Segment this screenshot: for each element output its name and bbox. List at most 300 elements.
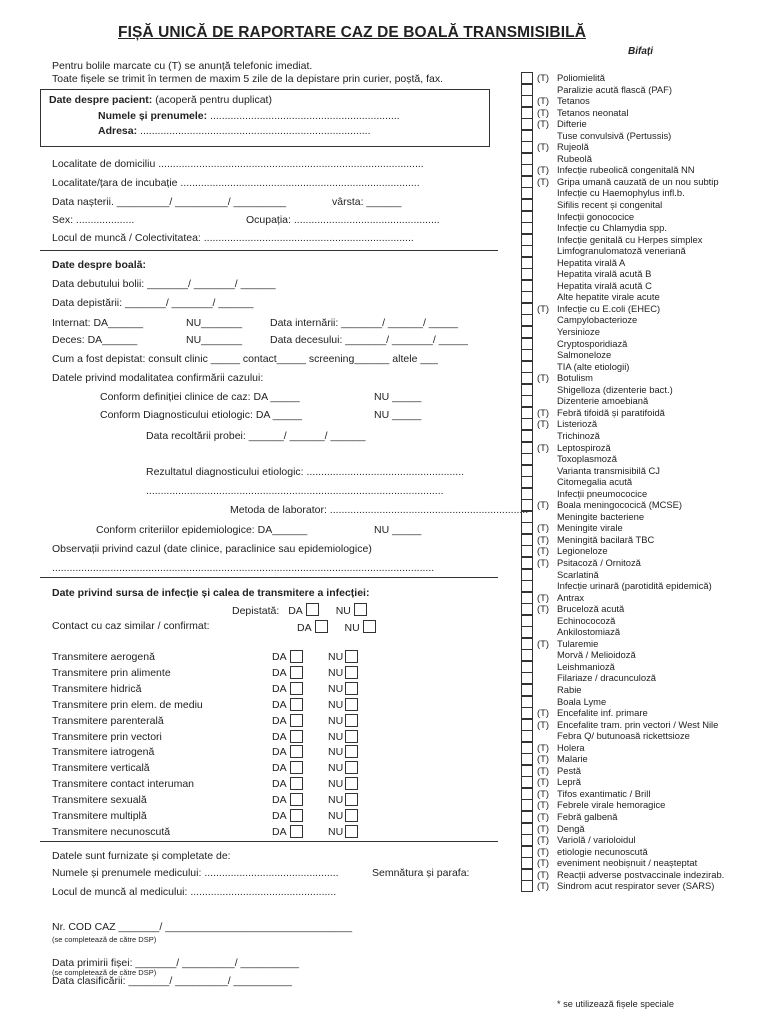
intro-line-2: Toate fișele se trimit în termen de maxim 5 zile de la depistare prin curier, poștă, fax. <box>52 73 444 85</box>
transmission-nu-checkbox[interactable] <box>345 698 358 711</box>
disease-checkbox[interactable] <box>521 592 533 604</box>
disease-list-item <box>521 534 761 546</box>
disease-name: Limfogranulomatoză veneriană <box>557 245 686 257</box>
phone-notify-mark: (T) <box>537 556 549 568</box>
disease-checkbox[interactable] <box>521 407 533 419</box>
phone-notify-mark: (T) <box>537 406 549 418</box>
phone-notify-mark: (T) <box>537 880 549 892</box>
phone-notify-mark: (T) <box>537 545 549 557</box>
disease-list-item <box>521 499 761 511</box>
data-decesului-field[interactable]: Data decesului: _______/ _______/ _____ <box>270 334 468 346</box>
disease-list-item <box>521 742 761 754</box>
transmission-da-checkbox[interactable] <box>290 730 303 743</box>
disease-name: Antrax <box>557 591 585 603</box>
disease-checkbox[interactable] <box>521 534 533 546</box>
disease-checkbox[interactable] <box>521 372 533 384</box>
disease-name: Infecție cu E.coli (EHEC) <box>557 302 661 314</box>
disease-checkbox[interactable] <box>521 465 533 477</box>
phone-notify-mark: (T) <box>537 591 549 603</box>
criterii-nu-field[interactable]: NU _____ <box>374 524 422 536</box>
depistata-row <box>232 603 367 617</box>
transmission-label: Transmitere sexuală <box>52 794 147 807</box>
disease-name: Hepatita virală acută B <box>557 268 652 280</box>
transmission-da-label: DA <box>272 778 287 791</box>
contact-nu-checkbox[interactable] <box>363 620 376 633</box>
patient-header <box>49 94 272 106</box>
disease-list-item <box>521 187 761 199</box>
data-debut-field[interactable]: Data debutului bolii: _______/ _______/ ______ <box>52 278 276 290</box>
disease-checkbox[interactable] <box>521 869 533 881</box>
disease-name: Botulism <box>557 372 593 384</box>
disease-name: Varianta transmisibilă CJ <box>557 464 660 476</box>
data-internarii-field[interactable]: Data internării: _______/ ______/ _____ <box>270 317 458 329</box>
phone-notify-mark: (T) <box>537 302 549 314</box>
disease-checkbox[interactable] <box>521 488 533 500</box>
recoltare-field[interactable]: Data recoltării probei: ______/ ______/ ______ <box>146 430 366 442</box>
transmission-nu-label: NU <box>328 698 344 711</box>
bifati-label: Bifați <box>628 46 653 57</box>
disease-checkbox[interactable] <box>521 118 533 130</box>
disease-list-item <box>521 776 761 788</box>
disease-list-item <box>521 615 761 627</box>
disease-checkbox[interactable] <box>521 303 533 315</box>
transmission-nu-label: NU <box>328 730 344 743</box>
transmission-label: Transmitere multiplă <box>52 810 147 822</box>
data-depistare-field[interactable]: Data depistării: _______/ _______/ ______ <box>52 297 254 309</box>
disease-list-item <box>521 476 761 488</box>
transmission-da-label: DA <box>272 698 287 711</box>
disease-name: Cryptosporidiază <box>557 337 628 349</box>
disease-name: Tularemie <box>557 637 599 649</box>
disease-checkbox[interactable] <box>521 349 533 361</box>
transmission-row <box>52 810 372 824</box>
disease-name: Rubeolă <box>557 152 592 164</box>
disease-name: Infecție rubeolică congenitală NN <box>557 164 695 176</box>
observatii-dots[interactable]: ................................................................................................................................... <box>52 562 435 574</box>
disease-checkbox[interactable] <box>521 257 533 269</box>
disease-name: Meningite bacteriene <box>557 510 645 522</box>
disease-list-item <box>521 257 761 269</box>
internat-da-field[interactable]: Internat: DA______ <box>52 317 144 329</box>
disease-list-item <box>521 696 761 708</box>
disease-checkbox[interactable] <box>521 314 533 326</box>
disease-checkbox[interactable] <box>521 545 533 557</box>
diagnostic-nu-field[interactable]: NU _____ <box>374 409 422 421</box>
disease-checkbox[interactable] <box>521 615 533 627</box>
contact-da-checkbox[interactable] <box>315 620 328 633</box>
transmission-row <box>52 746 372 760</box>
disease-list-item <box>521 141 761 153</box>
disease-checkbox[interactable] <box>521 384 533 396</box>
disease-name: Tifos exantimatic / Brill <box>557 787 651 799</box>
disease-name: Encefalite inf. primare <box>557 707 648 719</box>
disease-checkbox[interactable] <box>521 130 533 142</box>
transmission-da-checkbox[interactable] <box>290 825 303 838</box>
disease-name: Salmoneloze <box>557 349 612 361</box>
disease-name: Infecții gonococice <box>557 210 635 222</box>
disease-name: Dengă <box>557 822 585 834</box>
phone-notify-mark: (T) <box>537 811 549 822</box>
disease-checkbox[interactable] <box>521 187 533 199</box>
dsp-note-2: (se completează de către DSP) <box>52 968 157 977</box>
transmission-nu-checkbox[interactable] <box>345 682 358 695</box>
disease-checkbox[interactable] <box>521 268 533 280</box>
transmission-da-checkbox[interactable] <box>290 761 303 774</box>
disease-name: Infecție urinară (parotidită epidemică) <box>557 580 712 592</box>
disease-list-item <box>521 522 761 534</box>
phone-notify-mark: (T) <box>537 857 549 869</box>
transmission-nu-checkbox[interactable] <box>345 666 358 679</box>
disease-name: Holera <box>557 741 585 753</box>
phone-notify-mark: (T) <box>537 522 549 534</box>
disease-checkbox[interactable] <box>521 638 533 650</box>
transmission-nu-checkbox[interactable] <box>345 809 358 822</box>
disease-list-item <box>521 245 761 257</box>
disease-checkbox[interactable] <box>521 742 533 754</box>
depistata-da-label: DA <box>288 605 303 617</box>
disease-list-item <box>521 291 761 303</box>
disease-checkbox[interactable] <box>521 141 533 153</box>
disease-name: Morvă / Melioidoză <box>557 649 636 661</box>
furnizate-label: Datele sunt furnizate și completate de: <box>52 850 231 862</box>
loc-munca-medic-field[interactable]: Locul de muncă al medicului: .................................................. <box>52 886 337 898</box>
transmission-da-checkbox[interactable] <box>290 650 303 663</box>
loc-munca-field[interactable]: Locul de muncă / Colectivitatea: ........................................................................ <box>52 232 414 244</box>
transmission-da-checkbox[interactable] <box>290 682 303 695</box>
metoda-field[interactable]: Metoda de laborator: .................................................................... <box>230 504 529 516</box>
phone-notify-mark: (T) <box>537 372 549 384</box>
disease-list-item <box>521 799 761 811</box>
disease-list-item <box>521 788 761 800</box>
disease-name: Alte hepatite virale acute <box>557 291 660 303</box>
transmission-nu-label: NU <box>328 794 344 807</box>
transmission-nu-checkbox[interactable] <box>345 714 358 727</box>
disease-checkbox[interactable] <box>521 811 533 823</box>
observatii-label: Observații privind cazul (date clinice, paraclinice sau epidemiologice) <box>52 543 372 555</box>
disease-list-item <box>521 280 761 292</box>
disease-checkbox[interactable] <box>521 153 533 165</box>
disease-checkbox[interactable] <box>521 557 533 569</box>
transmission-nu-label: NU <box>328 651 344 663</box>
transmission-row <box>52 715 372 729</box>
disease-checkbox[interactable] <box>521 522 533 534</box>
disease-list-item <box>521 638 761 650</box>
medic-field[interactable]: Numele și prenumele medicului: .............................................. <box>52 867 339 879</box>
disease-name: Infecție cu Haemophylus infl.b. <box>557 187 685 199</box>
disease-list-item <box>521 557 761 569</box>
phone-notify-mark: (T) <box>537 753 549 765</box>
disease-checkbox[interactable] <box>521 211 533 223</box>
disease-checklist <box>521 72 761 892</box>
disease-list-item <box>521 823 761 835</box>
disease-checkbox[interactable] <box>521 430 533 442</box>
deces-nu-field[interactable]: NU_______ <box>186 334 243 346</box>
transmission-label: Transmitere prin elem. de mediu <box>52 698 203 711</box>
disease-name: Poliomielită <box>557 72 605 83</box>
transmission-nu-checkbox[interactable] <box>345 777 358 790</box>
disease-checkbox[interactable] <box>521 199 533 211</box>
disease-name: Variolă / varioloidul <box>557 834 636 846</box>
transmission-nu-checkbox[interactable] <box>345 761 358 774</box>
disease-checkbox[interactable] <box>521 280 533 292</box>
disease-name: Legioneloze <box>557 545 608 557</box>
disease-name: Paralizie acută flască (PAF) <box>557 83 672 95</box>
disease-list-item <box>521 118 761 130</box>
phone-notify-mark: (T) <box>537 164 549 176</box>
disease-list-item <box>521 880 761 892</box>
transmission-nu-checkbox[interactable] <box>345 793 358 806</box>
address-label: Adresa: <box>98 125 138 137</box>
disease-checkbox[interactable] <box>521 442 533 454</box>
disease-name: Boala meningococică (MCSE) <box>557 499 683 511</box>
sex-field[interactable]: Sex: .................... <box>52 214 135 226</box>
disease-checkbox[interactable] <box>521 765 533 777</box>
disease-checkbox[interactable] <box>521 880 533 892</box>
data-nasterii-field[interactable]: Data nașterii. _________/ _________/ _________ <box>52 196 287 208</box>
disease-name: Hepatita virală A <box>557 256 626 268</box>
disease-checkbox[interactable] <box>521 361 533 373</box>
disease-checkbox[interactable] <box>521 707 533 719</box>
transmission-da-label: DA <box>272 825 287 838</box>
disease-checkbox[interactable] <box>521 799 533 811</box>
transmission-nu-checkbox[interactable] <box>345 825 358 838</box>
disease-checkbox[interactable] <box>521 234 533 246</box>
disease-checkbox[interactable] <box>521 245 533 257</box>
disease-name: Pestă <box>557 764 581 776</box>
localitate-incubatie-field[interactable]: Localitate/țara de incubație .................................................................................. <box>52 177 420 189</box>
transmission-da-checkbox[interactable] <box>290 666 303 679</box>
deces-da-field[interactable]: Deces: DA______ <box>52 334 138 346</box>
disease-list-item <box>521 846 761 858</box>
phone-notify-mark: (T) <box>537 868 549 880</box>
disease-checkbox[interactable] <box>521 72 533 84</box>
disease-checkbox[interactable] <box>521 453 533 465</box>
disease-checkbox[interactable] <box>521 730 533 742</box>
phone-notify-mark: (T) <box>537 141 549 153</box>
disease-list-item <box>521 765 761 777</box>
rezultat-field[interactable]: Rezultatul diagnosticului etiologic: ...................................................... <box>146 466 465 478</box>
disease-checkbox[interactable] <box>521 95 533 107</box>
transmission-da-checkbox[interactable] <box>290 698 303 711</box>
disease-name: Citomegalia acută <box>557 476 633 488</box>
transmission-row <box>52 826 372 840</box>
transmission-da-checkbox[interactable] <box>290 793 303 806</box>
transmission-row <box>52 778 372 792</box>
disease-name: Tuse convulsivă (Pertussis) <box>557 129 672 141</box>
transmission-da-checkbox[interactable] <box>290 714 303 727</box>
phone-notify-mark: (T) <box>537 834 549 846</box>
internat-nu-field[interactable]: NU_______ <box>186 317 243 329</box>
disease-checkbox[interactable] <box>521 511 533 523</box>
disease-name: Filariaze / dracunculoză <box>557 672 657 684</box>
transmission-da-checkbox[interactable] <box>290 745 303 758</box>
disease-name: Difterie <box>557 118 587 130</box>
data-primirii-field[interactable]: Data primirii fișei: _______/ _________/ __________ <box>52 957 299 969</box>
criterii-da-field[interactable]: Conform criteriilor epidemiologice: DA______ <box>96 524 308 536</box>
transmission-da-label: DA <box>272 730 287 743</box>
transmission-row <box>52 762 372 776</box>
phone-notify-mark: (T) <box>537 718 549 730</box>
transmission-da-label: DA <box>272 794 287 807</box>
name-dots: ................................................................. <box>207 110 400 122</box>
definitie-da-field[interactable]: Conform definiției clinice de caz: DA _____ <box>100 391 300 403</box>
transmission-label: Transmitere parenterală <box>52 714 164 727</box>
disease-checkbox[interactable] <box>521 107 533 119</box>
transmission-row <box>52 683 372 697</box>
varsta-field[interactable]: vârsta: ______ <box>332 196 402 208</box>
diagnostic-da-field[interactable]: Conform Diagnosticului etiologic: DA _____ <box>100 409 302 421</box>
transmission-nu-checkbox[interactable] <box>345 730 358 743</box>
disease-name: Infecții pneumococice <box>557 487 648 499</box>
transmission-da-label: DA <box>272 714 287 727</box>
data-clasificarii-field[interactable]: Data clasificării: _______/ _________/ __________ <box>52 975 292 987</box>
disease-list-item <box>521 811 761 823</box>
disease-list-item <box>521 569 761 581</box>
transmission-row <box>52 731 372 745</box>
divider <box>40 577 498 578</box>
disease-name: Bruceloză acută <box>557 603 625 615</box>
disease-list-item <box>521 488 761 500</box>
address-dots: ............................................................................... <box>137 125 371 137</box>
disease-checkbox[interactable] <box>521 338 533 350</box>
contact-label: Contact cu caz similar / confirmat: <box>52 620 210 632</box>
contact-row <box>297 620 376 634</box>
disease-checkbox[interactable] <box>521 753 533 765</box>
disease-checkbox[interactable] <box>521 176 533 188</box>
disease-name: Campylobacterioze <box>557 314 638 326</box>
disease-list-item <box>521 430 761 442</box>
disease-list-item <box>521 222 761 234</box>
address-field[interactable] <box>98 125 371 137</box>
transmission-nu-label: NU <box>328 714 344 727</box>
disease-list-item <box>521 349 761 361</box>
disease-checkbox[interactable] <box>521 569 533 581</box>
transmission-da-checkbox[interactable] <box>290 809 303 822</box>
transmission-da-label: DA <box>272 746 287 759</box>
disease-checkbox[interactable] <box>521 672 533 684</box>
transmission-row <box>52 651 372 665</box>
disease-checkbox[interactable] <box>521 857 533 869</box>
transmission-nu-checkbox[interactable] <box>345 745 358 758</box>
localitate-domiciliu-field[interactable]: Localitate de domiciliu ........................................................................................... <box>52 158 424 170</box>
transmission-nu-checkbox[interactable] <box>345 650 358 663</box>
disease-checkbox[interactable] <box>521 684 533 696</box>
disease-list-item <box>521 753 761 765</box>
disease-list-item <box>521 361 761 373</box>
disease-name: Leishmanioză <box>557 660 615 672</box>
phone-notify-mark: (T) <box>537 799 549 811</box>
transmission-da-checkbox[interactable] <box>290 777 303 790</box>
rezultat-dots[interactable]: ...................................................................................................... <box>146 485 444 497</box>
disease-name: Yersinioze <box>557 326 600 338</box>
disease-checkbox[interactable] <box>521 823 533 835</box>
transmission-label: Transmitere contact interuman <box>52 778 195 791</box>
disease-checkbox[interactable] <box>521 418 533 430</box>
depistat-field[interactable]: Cum a fost depistat: consult clinic _____ contact_____ screening______ altele ___ <box>52 353 438 365</box>
ocupatia-field[interactable]: Ocupația: .................................................. <box>246 214 440 226</box>
disease-name: Febra Q/ butunoasă rickettsioze <box>557 730 690 742</box>
disease-list-item <box>521 130 761 142</box>
disease-list-item <box>521 153 761 165</box>
disease-checkbox[interactable] <box>521 788 533 800</box>
disease-list-item <box>521 176 761 188</box>
disease-checkbox[interactable] <box>521 499 533 511</box>
disease-checkbox[interactable] <box>521 719 533 731</box>
cod-caz-field[interactable]: Nr. COD CAZ _______/ ________________________________ <box>52 921 353 933</box>
definitie-nu-field[interactable]: NU _____ <box>374 391 422 403</box>
depistata-da-checkbox[interactable] <box>306 603 319 616</box>
disease-list-item <box>521 314 761 326</box>
transmission-label: Transmitere prin vectori <box>52 730 162 743</box>
disease-checkbox[interactable] <box>521 834 533 846</box>
disease-checkbox[interactable] <box>521 326 533 338</box>
disease-list-item <box>521 407 761 419</box>
disease-list-item <box>521 384 761 396</box>
disease-checkbox[interactable] <box>521 846 533 858</box>
dsp-note: (se completează de către DSP) <box>52 935 157 944</box>
disease-name: Gripa umană cauzată de un nou subtip <box>557 175 719 187</box>
disease-checkbox[interactable] <box>521 476 533 488</box>
divider <box>40 841 498 842</box>
disease-name: Malarie <box>557 753 588 765</box>
disease-checkbox[interactable] <box>521 164 533 176</box>
disease-checkbox[interactable] <box>521 661 533 673</box>
divider <box>40 250 498 251</box>
depistata-nu-checkbox[interactable] <box>354 603 367 616</box>
disease-checkbox[interactable] <box>521 222 533 234</box>
disease-checkbox[interactable] <box>521 291 533 303</box>
disease-checkbox[interactable] <box>521 84 533 96</box>
disease-checkbox[interactable] <box>521 626 533 638</box>
depistata-nu-label: NU <box>335 605 351 617</box>
disease-name: Rabie <box>557 683 582 695</box>
transmission-label: Transmitere prin alimente <box>52 666 171 679</box>
transmission-label: Transmitere necunoscută <box>52 825 171 838</box>
disease-list-item <box>521 338 761 350</box>
phone-notify-mark: (T) <box>537 106 549 118</box>
disease-name: Infecție cu Chlamydia spp. <box>557 222 667 234</box>
transmission-da-label: DA <box>272 682 287 695</box>
disease-name: Febrele virale hemoragice <box>557 799 666 811</box>
disease-name: Meningite virale <box>557 522 623 534</box>
patient-header-note: (acoperă pentru duplicat) <box>152 94 272 106</box>
disease-checkbox[interactable] <box>521 776 533 788</box>
disease-name: Listerioză <box>557 418 598 430</box>
phone-notify-mark: (T) <box>537 603 549 615</box>
transmission-da-label: DA <box>272 810 287 822</box>
disease-name: Infecție genitală cu Herpes simplex <box>557 233 703 245</box>
disease-list-item <box>521 268 761 280</box>
disease-list-item <box>521 234 761 246</box>
phone-notify-mark: (T) <box>537 707 549 719</box>
disease-checkbox[interactable] <box>521 395 533 407</box>
disease-list-item <box>521 418 761 430</box>
transmission-nu-label: NU <box>328 746 344 759</box>
disease-name: Encefalite tram. prin vectori / West Nile <box>557 718 719 730</box>
disease-checkbox[interactable] <box>521 649 533 661</box>
disease-checkbox[interactable] <box>521 696 533 708</box>
phone-notify-mark: (T) <box>537 118 549 130</box>
disease-checkbox[interactable] <box>521 603 533 615</box>
disease-list-item <box>521 72 761 84</box>
transmission-nu-label: NU <box>328 762 344 775</box>
disease-list-item <box>521 164 761 176</box>
disease-name: Toxoplasmoză <box>557 453 617 465</box>
transmission-nu-label: NU <box>328 682 344 695</box>
name-field[interactable] <box>98 110 400 122</box>
disease-checkbox[interactable] <box>521 580 533 592</box>
disease-list-item <box>521 580 761 592</box>
